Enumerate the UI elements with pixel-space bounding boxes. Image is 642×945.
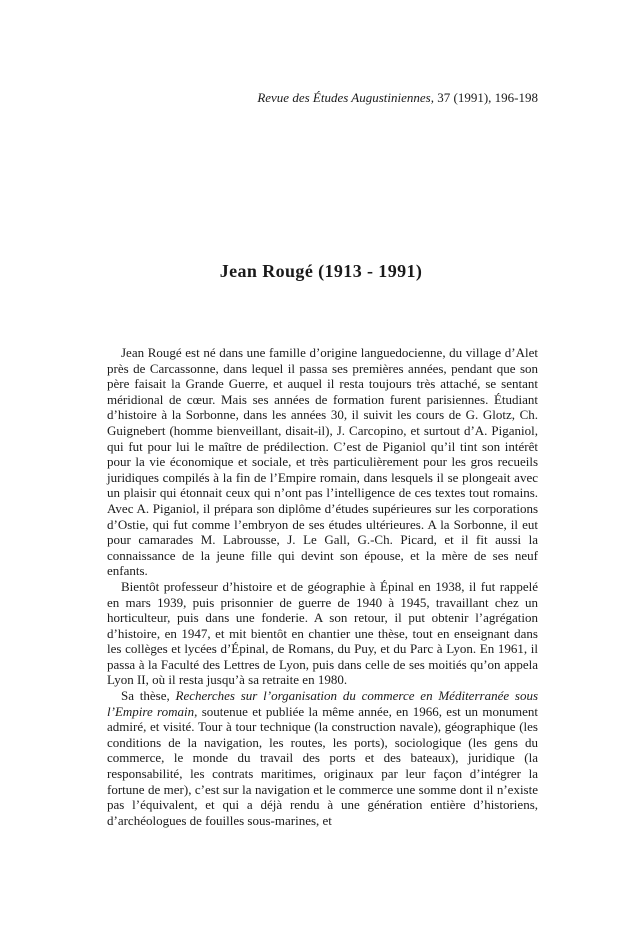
article-body bbox=[107, 345, 538, 828]
paragraph-1: Jean Rougé est né dans une famille d’origine languedocienne, du village d’Alet près de Carcassonne, dans lequel il passa ses premières années, pendant que son père faisait la Grande Guerre, et auquel il resta toujours très attaché, se sentant méridional de cœur. Mais ses années de formation furent parisiennes. Étudiant d’histoire à la Sorbonne, dans les années 30, il suivit les cours de G. Glotz, Ch. Guignebert (homme bienveillant, disait-il), J. Carcopino, et surtout d’A. Piganiol, qui fut pour lui le maître de prédilection. C’est de Piganiol qu’il tint son intérêt pour la vie économique et sociale, et très particulièrement pour les gros recueils juridiques compilés à la fin de l’Empire romain, dans lesquels il se plongeait avec un plaisir qui étonnait ceux qui n’ont pas l’intelligence de ces textes tout romains. Avec A. Piganiol, il prépara son diplôme d’études supérieures sur les corporations d’Ostie, qui fut comme l’embryon de ses études ultérieures. A la Sorbonne, il eut pour camarades M. Labrousse, J. Le Gall, G.-Ch. Picard, et il fit aussi la connaissance de la jeune fille qui devint son épouse, et la mère de ses neuf enfants. bbox=[107, 345, 538, 579]
journal-name: Revue des Études Augustiniennes, bbox=[257, 90, 434, 105]
journal-citation: 37 (1991), 196-198 bbox=[434, 90, 538, 105]
paragraph-3-start: Sa thèse, bbox=[121, 688, 176, 704]
paragraph-3-rest: , soutenue et publiée la même année, en 1966, est un monument admiré, et visité. Tour à tour technique (la construction navale), géographique (les conditions de la navigation, les routes, les ports), sociologique (les gens du commerce, le monde du travail des ports et des bateaux), juridique (la responsabilité, les contrats maritimes, originaux par leur façon d’intégrer la fortune de mer), c’est sur la navigation et le commerce une somme dont il n’existe pas l’équivalent, et qui a déjà rendu à une génération entière d’historiens, d’archéologues de fouilles sous-marines, et bbox=[107, 703, 538, 828]
paragraph-2: Bientôt professeur d’histoire et de géographie à Épinal en 1938, il fut rappelé en mars 1939, puis prisonnier de guerre de 1940 à 1945, travaillant chez un horticulteur, puis dans une fonderie. A son retour, il put obtenir l’agrégation d’histoire, en 1947, et mit bientôt en chantier une thèse, tout en enseignant dans les collèges et lycées d’Épinal, de Romans, du Puy, et du Parc à Lyon. En 1961, il passa à la Faculté des Lettres de Lyon, puis dans celle de ses moitiés qu’on appela Lyon II, où il resta jusqu’à sa retraite en 1980. bbox=[107, 578, 538, 688]
thesis-title: Recherches sur l’organisation du commerce en Méditerranée sous l’Empire romain bbox=[107, 688, 539, 719]
paragraph-3 bbox=[107, 688, 538, 828]
running-head bbox=[0, 90, 538, 106]
article-title: Jean Rougé (1913 - 1991) bbox=[219, 261, 423, 281]
